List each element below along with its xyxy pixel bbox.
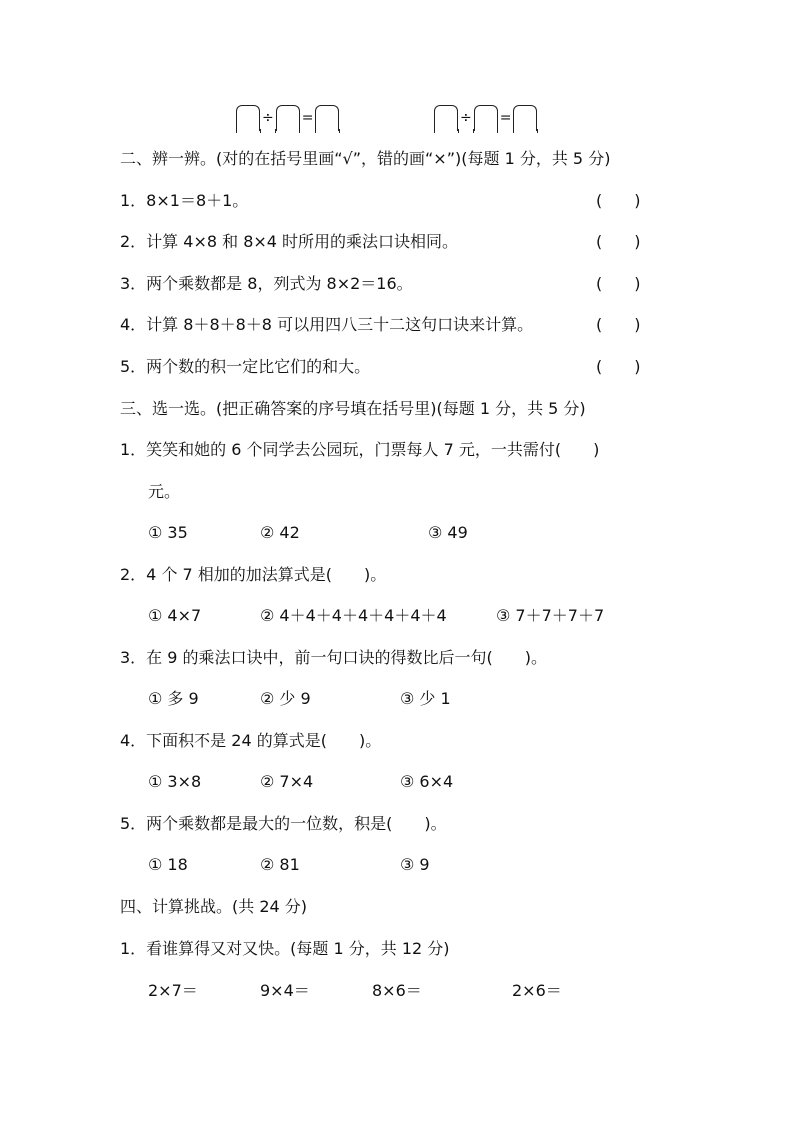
answer-box[interactable] <box>276 105 300 131</box>
option-1[interactable]: ① 35 <box>148 523 188 542</box>
section4-title: 四、计算挑战。(共 24 分) <box>120 897 308 916</box>
option-3[interactable]: ③ 9 <box>400 855 430 874</box>
option-3[interactable]: ③ 7＋7＋7＋7 <box>496 606 605 625</box>
section4-sub1: 1．看谁算得又对又快。(每题 1 分，共 12 分) <box>120 939 450 958</box>
judge-item-3: 3．两个乘数都是 8，列式为 8×2＝16。 <box>120 274 413 293</box>
choice-q4: 4．下面积不是 24 的算式是( )。 <box>120 731 382 750</box>
answer-parenthesis[interactable]: ( ) <box>596 357 641 376</box>
judge-item-2: 2．计算 4×8 和 8×4 时所用的乘法口诀相同。 <box>120 232 459 251</box>
option-3[interactable]: ③ 少 1 <box>400 689 451 708</box>
option-2[interactable]: ② 4＋4＋4＋4＋4＋4＋4 <box>260 606 447 625</box>
equals-sign: = <box>499 110 512 126</box>
calc-item: 8×6＝ <box>372 981 422 1000</box>
option-1[interactable]: ① 多 9 <box>148 689 199 708</box>
choice-q5: 5．两个乘数都是最大的一位数，积是( )。 <box>120 814 447 833</box>
choice-q3: 3．在 9 的乘法口诀中，前一句口诀的得数比后一句( )。 <box>120 648 548 667</box>
answer-parenthesis[interactable]: ( ) <box>596 274 641 293</box>
option-2[interactable]: ② 81 <box>260 855 300 874</box>
judge-item-5: 5．两个数的积一定比它们的和大。 <box>120 357 371 376</box>
calc-item: 2×7＝ <box>148 981 198 1000</box>
answer-box[interactable] <box>315 105 339 131</box>
divide-sign: ÷ <box>262 110 274 126</box>
choice-q1-line2: 元。 <box>148 482 181 501</box>
answer-box[interactable] <box>474 105 498 131</box>
section2-title: 二、辨一辨。(对的在括号里画“√”，错的画“×”)(每题 1 分，共 5 分) <box>120 149 611 168</box>
option-1[interactable]: ① 3×8 <box>148 772 202 791</box>
answer-box[interactable] <box>513 105 537 131</box>
answer-parenthesis[interactable]: ( ) <box>596 315 641 334</box>
option-2[interactable]: ② 42 <box>260 523 300 542</box>
division-fill-in-right <box>434 103 537 133</box>
option-3[interactable]: ③ 6×4 <box>400 772 454 791</box>
option-1[interactable]: ① 18 <box>148 855 188 874</box>
choice-q2: 2．4 个 7 相加的加法算式是( )。 <box>120 565 387 584</box>
section3-title: 三、选一选。(把正确答案的序号填在括号里)(每题 1 分，共 5 分) <box>120 399 586 418</box>
calc-item: 2×6＝ <box>512 981 562 1000</box>
equals-sign: = <box>301 110 314 126</box>
division-fill-in-left <box>236 103 339 133</box>
judge-item-1: 1．8×1＝8＋1。 <box>120 191 249 210</box>
answer-parenthesis[interactable]: ( ) <box>596 191 641 210</box>
choice-q1-line1: 1．笑笑和她的 6 个同学去公园玩，门票每人 7 元，一共需付( ) <box>120 440 600 459</box>
option-3[interactable]: ③ 49 <box>428 523 468 542</box>
answer-parenthesis[interactable]: ( ) <box>596 232 641 251</box>
option-2[interactable]: ② 少 9 <box>260 689 311 708</box>
answer-box[interactable] <box>434 105 458 131</box>
calc-item: 9×4＝ <box>260 981 310 1000</box>
option-1[interactable]: ① 4×7 <box>148 606 202 625</box>
option-2[interactable]: ② 7×4 <box>260 772 314 791</box>
judge-item-4: 4．计算 8＋8＋8＋8 可以用四八三十二这句口诀来计算。 <box>120 315 534 334</box>
answer-box[interactable] <box>236 105 260 131</box>
divide-sign: ÷ <box>460 110 472 126</box>
